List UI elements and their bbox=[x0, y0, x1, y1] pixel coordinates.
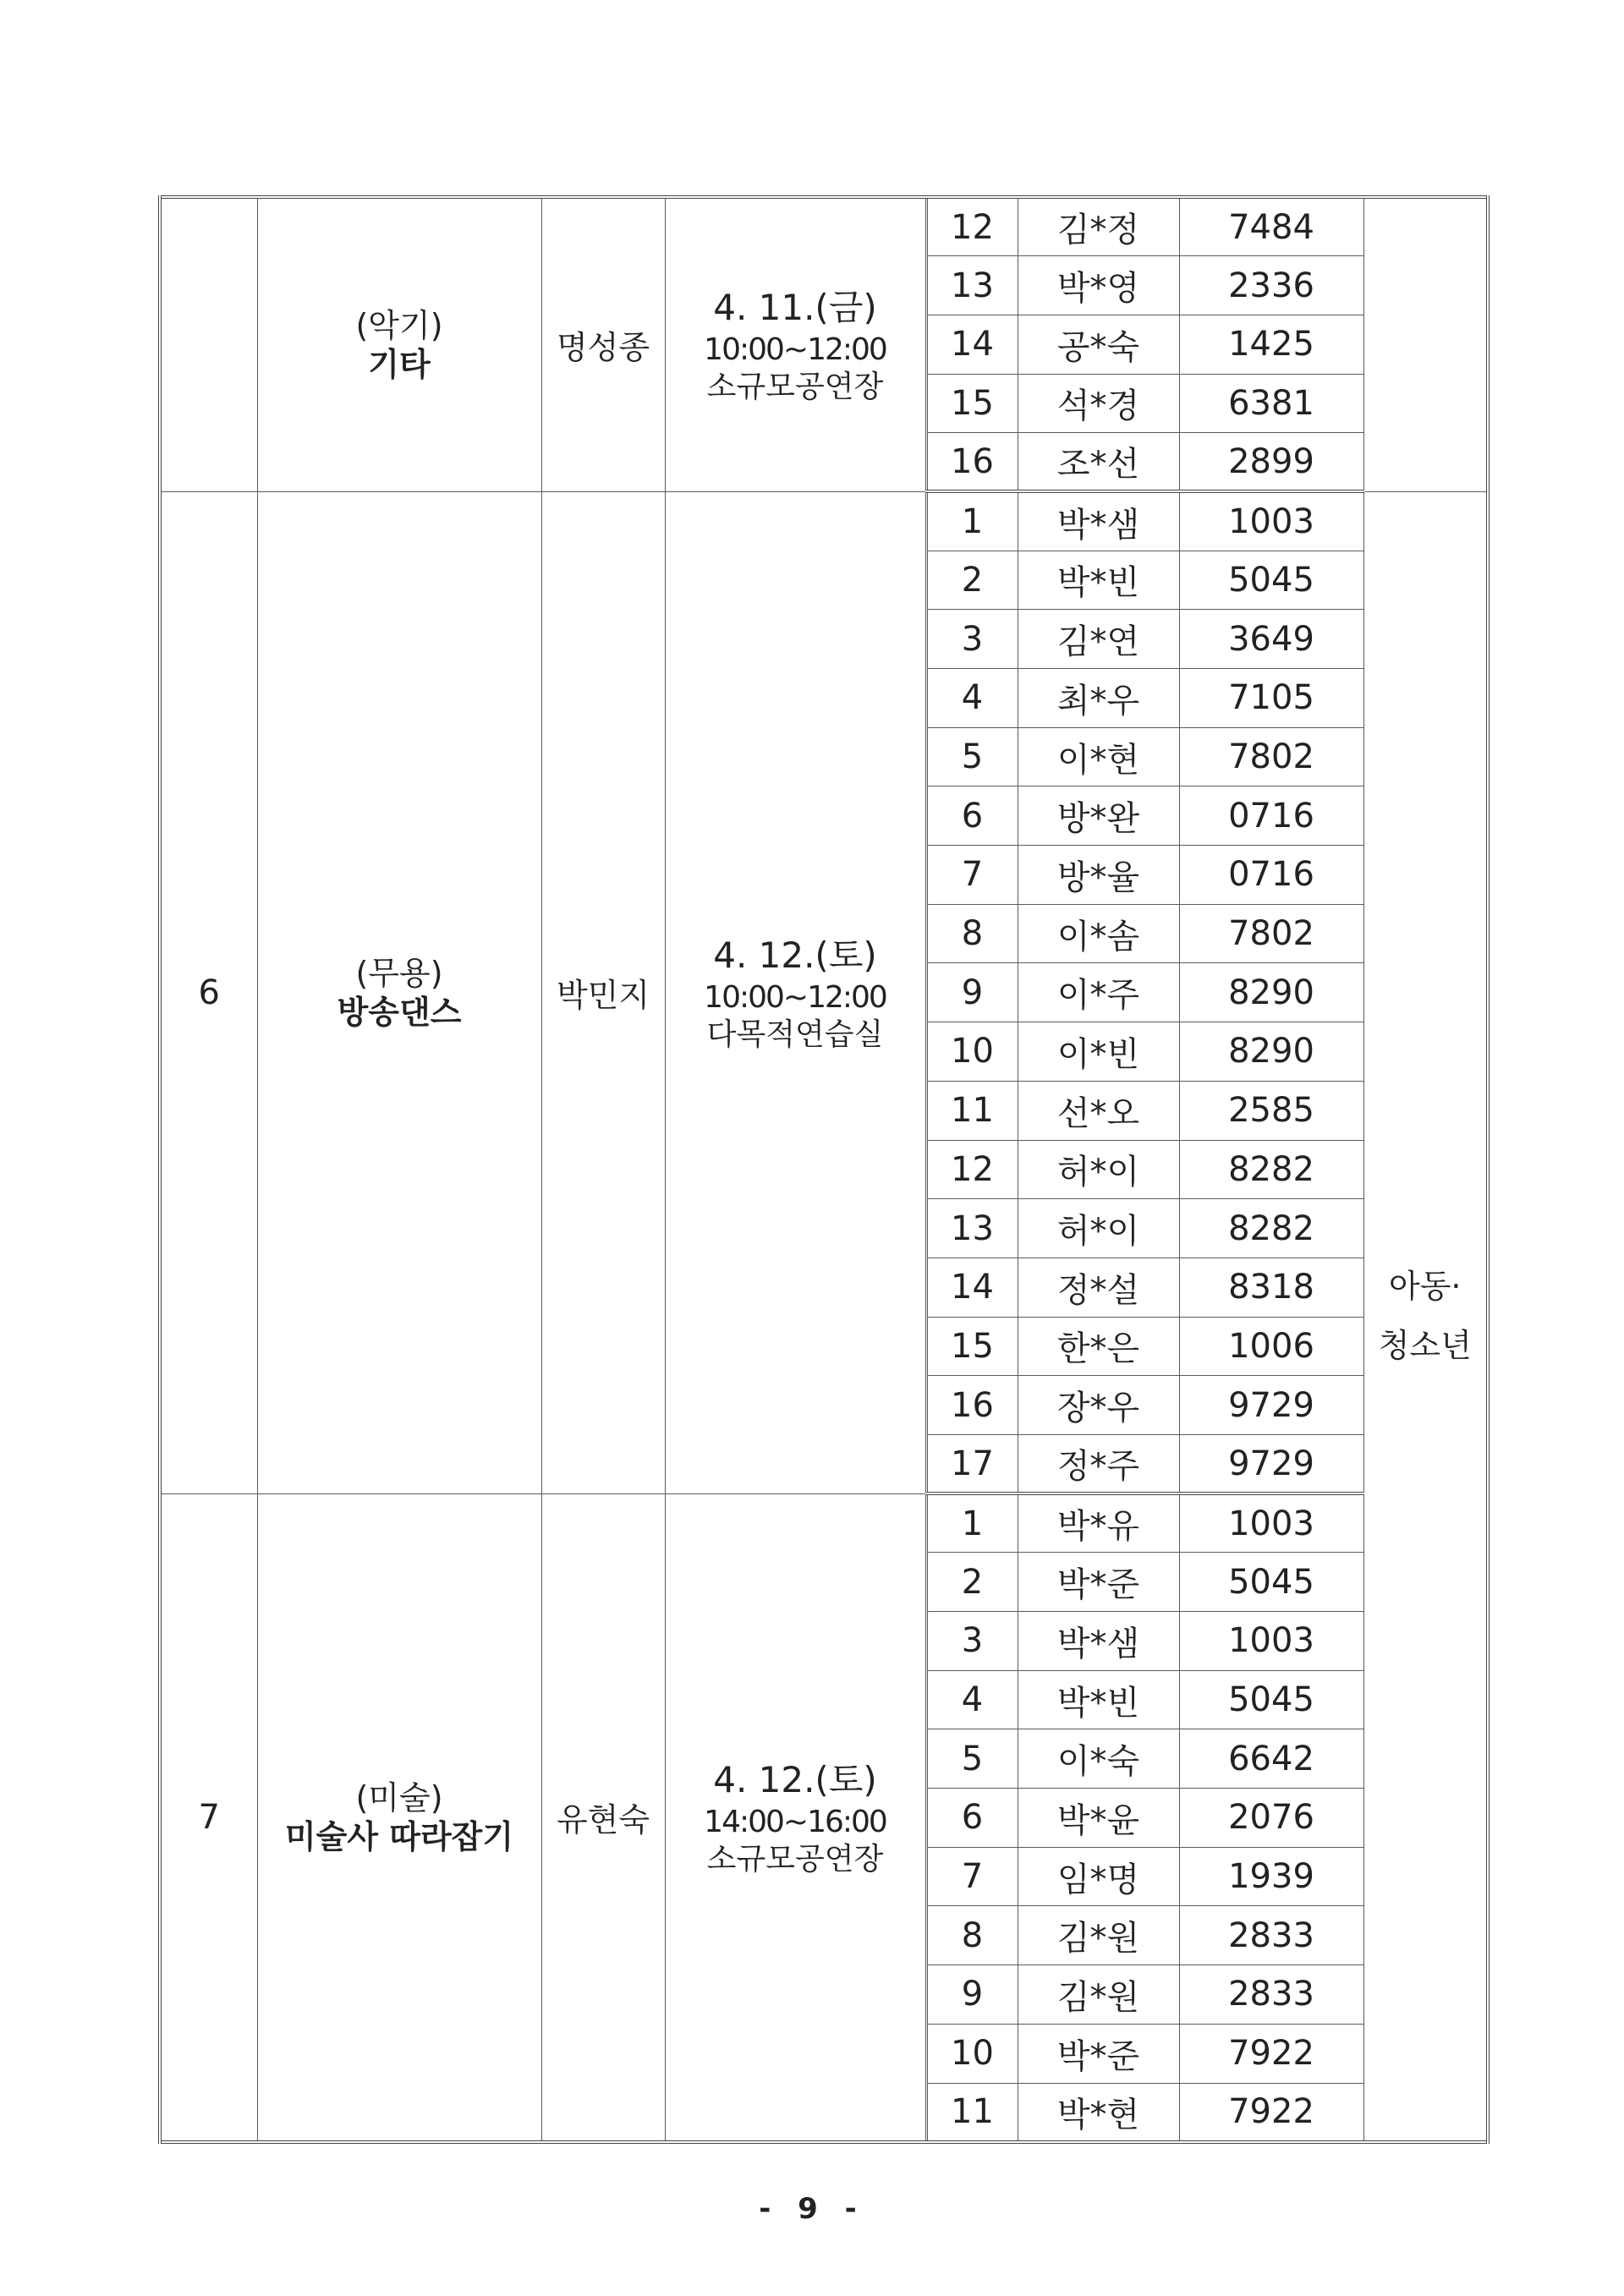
row-number: 10 bbox=[926, 1022, 1018, 1082]
participant-name: 장*우 bbox=[1018, 1376, 1179, 1435]
row-number: 13 bbox=[926, 256, 1018, 315]
row-number: 13 bbox=[926, 1199, 1018, 1258]
row-number: 1 bbox=[926, 491, 1018, 551]
session-time: 14:00~16:00 bbox=[704, 1804, 886, 1839]
program-cell bbox=[257, 491, 541, 1493]
session-date: 4. 12.(토) bbox=[713, 934, 877, 976]
section-number: 6 bbox=[160, 491, 257, 1493]
table-row bbox=[160, 197, 1488, 256]
row-number: 3 bbox=[926, 1612, 1018, 1671]
program-name: 미술사 따라잡기 bbox=[284, 1817, 514, 1855]
program-category: (무용) bbox=[355, 954, 443, 992]
participant-code: 2585 bbox=[1179, 1081, 1363, 1140]
lecturer-name: 유현숙 bbox=[541, 1493, 665, 2142]
schedule-cell bbox=[665, 491, 926, 1493]
participant-name: 박*영 bbox=[1018, 256, 1179, 315]
row-number: 14 bbox=[926, 315, 1018, 374]
row-number: 16 bbox=[926, 1376, 1018, 1435]
row-number: 17 bbox=[926, 1434, 1018, 1493]
participant-name: 김*원 bbox=[1018, 1906, 1179, 1965]
participant-code: 7922 bbox=[1179, 2083, 1363, 2142]
participant-name: 최*우 bbox=[1018, 669, 1179, 728]
participant-code: 8282 bbox=[1179, 1199, 1363, 1258]
participant-code: 0716 bbox=[1179, 846, 1363, 905]
participant-code: 9729 bbox=[1179, 1376, 1363, 1435]
row-number: 8 bbox=[926, 904, 1018, 963]
row-number: 6 bbox=[926, 1789, 1018, 1848]
row-number: 3 bbox=[926, 610, 1018, 669]
row-number: 12 bbox=[926, 1140, 1018, 1199]
lecturer-name: 명성종 bbox=[541, 197, 665, 491]
participant-code: 2899 bbox=[1179, 433, 1363, 492]
participant-name: 이*빈 bbox=[1018, 1022, 1179, 1082]
participant-name: 박*준 bbox=[1018, 1553, 1179, 1612]
target-group-cell bbox=[1363, 491, 1488, 2141]
row-number: 7 bbox=[926, 846, 1018, 905]
participant-name: 김*원 bbox=[1018, 1965, 1179, 2025]
table-row bbox=[160, 491, 1488, 551]
row-number: 7 bbox=[926, 1847, 1018, 1906]
participant-name: 박*빈 bbox=[1018, 551, 1179, 610]
program-cell bbox=[257, 197, 541, 491]
program-category: (미술) bbox=[355, 1778, 443, 1817]
participant-code: 1003 bbox=[1179, 1493, 1363, 1553]
session-time: 10:00~12:00 bbox=[704, 332, 886, 367]
participant-name: 박*샘 bbox=[1018, 491, 1179, 551]
participant-code: 2336 bbox=[1179, 256, 1363, 315]
participant-code: 8282 bbox=[1179, 1140, 1363, 1199]
row-number: 11 bbox=[926, 1081, 1018, 1140]
participant-name: 이*숙 bbox=[1018, 1729, 1179, 1789]
row-number: 9 bbox=[926, 963, 1018, 1022]
program-name: 기타 bbox=[368, 345, 431, 383]
participant-name: 박*샘 bbox=[1018, 1612, 1179, 1671]
participant-name: 허*이 bbox=[1018, 1199, 1179, 1258]
participant-code: 7802 bbox=[1179, 904, 1363, 963]
target-cell-empty bbox=[1363, 197, 1488, 491]
participant-name: 임*명 bbox=[1018, 1847, 1179, 1906]
participant-code: 8318 bbox=[1179, 1258, 1363, 1317]
participant-name: 김*연 bbox=[1018, 610, 1179, 669]
participant-code: 7922 bbox=[1179, 2024, 1363, 2083]
participant-name: 김*정 bbox=[1018, 197, 1179, 256]
program-cell bbox=[257, 1493, 541, 2142]
row-number: 5 bbox=[926, 1729, 1018, 1789]
program-name: 방송댄스 bbox=[337, 993, 462, 1031]
row-number: 11 bbox=[926, 2083, 1018, 2142]
participant-code: 5045 bbox=[1179, 1670, 1363, 1729]
participant-code: 7802 bbox=[1179, 727, 1363, 786]
participant-code: 1003 bbox=[1179, 1612, 1363, 1671]
row-number: 16 bbox=[926, 433, 1018, 492]
row-number: 4 bbox=[926, 1670, 1018, 1729]
participant-code: 7105 bbox=[1179, 669, 1363, 728]
schedule-cell bbox=[665, 197, 926, 491]
row-number: 14 bbox=[926, 1258, 1018, 1317]
row-number: 15 bbox=[926, 374, 1018, 433]
target-group-line1: 아동· bbox=[1389, 1268, 1462, 1306]
participant-code: 8290 bbox=[1179, 1022, 1363, 1082]
row-number: 1 bbox=[926, 1493, 1018, 1553]
target-group-line2: 청소년 bbox=[1378, 1327, 1472, 1365]
participant-name: 박*윤 bbox=[1018, 1789, 1179, 1848]
participant-code: 2833 bbox=[1179, 1965, 1363, 2025]
participant-name: 한*은 bbox=[1018, 1317, 1179, 1376]
schedule-cell bbox=[665, 1493, 926, 2142]
lecturer-name: 박민지 bbox=[541, 491, 665, 1493]
participant-name: 석*경 bbox=[1018, 374, 1179, 433]
participant-code: 3649 bbox=[1179, 610, 1363, 669]
participant-name: 박*빈 bbox=[1018, 1670, 1179, 1729]
row-number: 2 bbox=[926, 551, 1018, 610]
participant-code: 5045 bbox=[1179, 551, 1363, 610]
participant-name: 박*유 bbox=[1018, 1493, 1179, 1553]
participant-code: 8290 bbox=[1179, 963, 1363, 1022]
row-number: 6 bbox=[926, 786, 1018, 846]
session-place: 다목적연습실 bbox=[706, 1016, 884, 1052]
table-row bbox=[160, 1493, 1488, 1553]
participant-name: 이*주 bbox=[1018, 963, 1179, 1022]
row-number: 10 bbox=[926, 2024, 1018, 2083]
participant-name: 이*현 bbox=[1018, 727, 1179, 786]
section-number: 7 bbox=[160, 1493, 257, 2142]
participant-code: 7484 bbox=[1179, 197, 1363, 256]
participant-name: 허*이 bbox=[1018, 1140, 1179, 1199]
participant-name: 방*완 bbox=[1018, 786, 1179, 846]
participant-code: 1003 bbox=[1179, 491, 1363, 551]
page-number: - 9 - bbox=[759, 2192, 865, 2226]
participant-name: 이*솜 bbox=[1018, 904, 1179, 963]
participant-code: 2076 bbox=[1179, 1789, 1363, 1848]
row-number: 4 bbox=[926, 669, 1018, 728]
participant-name: 정*설 bbox=[1018, 1258, 1179, 1317]
row-number: 15 bbox=[926, 1317, 1018, 1376]
session-time: 10:00~12:00 bbox=[704, 979, 886, 1015]
participant-code: 6381 bbox=[1179, 374, 1363, 433]
participant-code: 1425 bbox=[1179, 315, 1363, 374]
row-number: 5 bbox=[926, 727, 1018, 786]
participant-name: 박*준 bbox=[1018, 2024, 1179, 2083]
program-category: (악기) bbox=[355, 306, 443, 344]
participant-name: 선*오 bbox=[1018, 1081, 1179, 1140]
participant-code: 1939 bbox=[1179, 1847, 1363, 1906]
participant-table bbox=[158, 195, 1490, 2144]
section-number bbox=[160, 197, 257, 491]
participant-name: 정*주 bbox=[1018, 1434, 1179, 1493]
participant-name: 방*율 bbox=[1018, 846, 1179, 905]
row-number: 8 bbox=[926, 1906, 1018, 1965]
row-number: 9 bbox=[926, 1965, 1018, 2025]
table-body bbox=[160, 197, 1488, 2142]
row-number: 12 bbox=[926, 197, 1018, 256]
participant-code: 9729 bbox=[1179, 1434, 1363, 1493]
participant-name: 박*현 bbox=[1018, 2083, 1179, 2142]
participant-code: 5045 bbox=[1179, 1553, 1363, 1612]
participant-code: 1006 bbox=[1179, 1317, 1363, 1376]
session-place: 소규모공연장 bbox=[706, 1841, 884, 1877]
participant-name: 조*선 bbox=[1018, 433, 1179, 492]
session-place: 소규모공연장 bbox=[706, 369, 884, 404]
session-date: 4. 12.(토) bbox=[713, 1758, 877, 1800]
participant-code: 6642 bbox=[1179, 1729, 1363, 1789]
session-date: 4. 11.(금) bbox=[713, 286, 877, 328]
participant-code: 2833 bbox=[1179, 1906, 1363, 1965]
row-number: 2 bbox=[926, 1553, 1018, 1612]
participant-name: 공*숙 bbox=[1018, 315, 1179, 374]
participant-code: 0716 bbox=[1179, 786, 1363, 846]
